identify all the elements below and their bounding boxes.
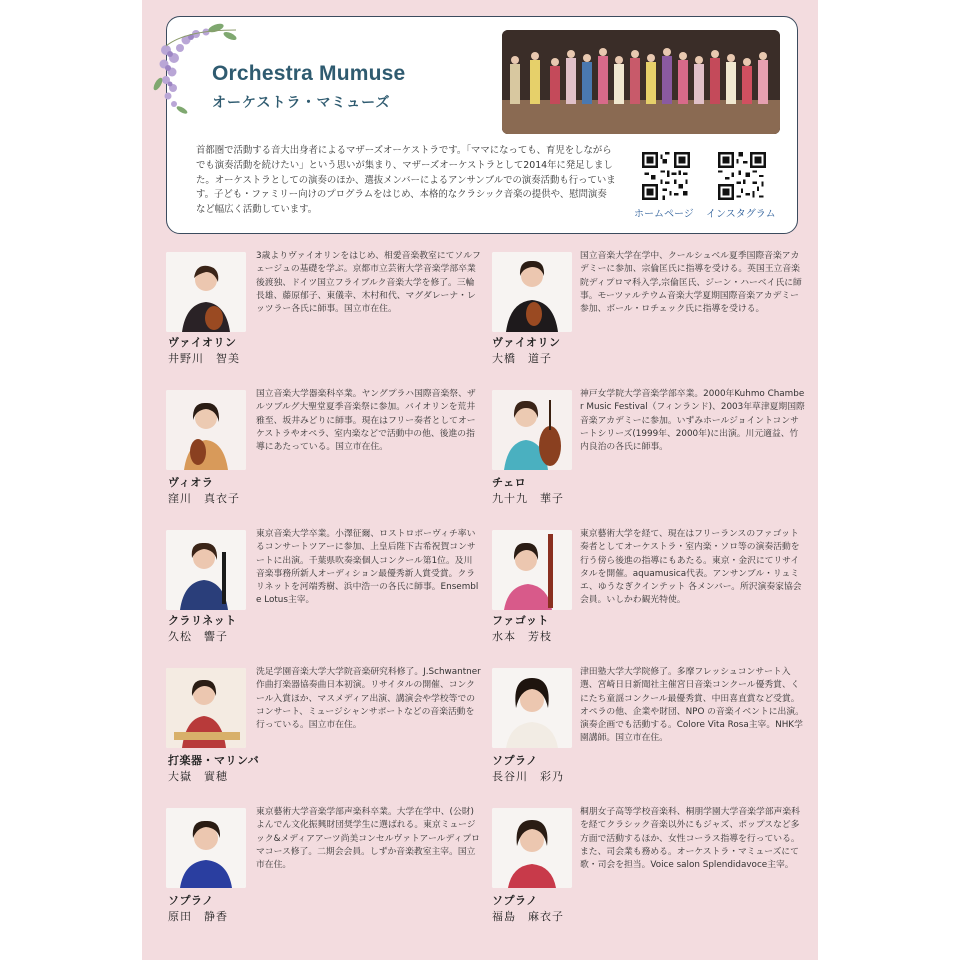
instagram-qr-code[interactable] bbox=[718, 152, 766, 200]
member-photo-violin-ohashi bbox=[492, 252, 572, 332]
member-role: ソプラノ bbox=[168, 894, 214, 907]
member-photo-cello-tsukumo bbox=[492, 390, 572, 470]
member-name: 水本 芳枝 bbox=[492, 630, 552, 643]
member-name: 久松 響子 bbox=[168, 630, 228, 643]
member-bio: 国立音楽大学器楽科卒業。ヤングプラハ国際音楽祭、ザルツブルグ大聖堂夏季音楽祭に参加。バイオリンを荒井雅至、坂井みどりに師事。現在はフリー奏者としてオーケストラやオペラ、室内楽などで活動中の他、後進の指導にあたっている。国立市在住。 bbox=[256, 389, 476, 453]
member-bio: 国立音楽大学在学中、クールシュベル夏季国際音楽アカデミーに参加、宗倫匡氏に指導を受ける。英国王立音楽院ディプロマ科入学,宗倫匡氏、ジーン・ハーベイ氏に師事。モーツァルテウム音楽大学夏期国際音楽アカデミー参加、ボール・ロチェック氏に指導を受ける。 bbox=[580, 251, 802, 315]
member-role: ヴィオラ bbox=[168, 476, 214, 489]
member-name: 原田 静香 bbox=[168, 910, 228, 923]
member-name: 井野川 智美 bbox=[168, 352, 240, 365]
member-name: 長谷川 彩乃 bbox=[492, 770, 564, 783]
member-bio: 津田塾大学大学院修了。多摩フレッシュコンサート入選、宮崎日日新聞社主催宮日音楽コンクール優秀賞、くにたち童謡コンクール最優秀賞、中田喜直賞など受賞。オペラの他、企業や財団、NPO の音楽イベントに出演。演奏企画でも活動する。Colore Vita Rosa主宰。NHK学園講師。国立市在住。 bbox=[580, 667, 804, 744]
member-name: 福島 麻衣子 bbox=[492, 910, 564, 923]
member-role: ソプラノ bbox=[492, 754, 538, 767]
member-photo-violin-inokawa bbox=[166, 252, 246, 332]
member-bio: 東京藝術大学を経て、現在はフリーランスのファゴット奏者としてオーケストラ・室内楽・ソロ等の演奏活動を行う傍ら後進の指導にもあたる。東京・金沢にてリサイタルを開催。aquamusica代表。アンサンブル・リュミエ、ゆうなぎクインテット 各メンバー。所沢演奏家協会会員。いしかわ観光特使。 bbox=[580, 529, 802, 606]
member-photo-percussion-otake bbox=[166, 668, 246, 748]
homepage-qr-code[interactable] bbox=[642, 152, 690, 200]
member-photo-bassoon-mizumoto bbox=[492, 530, 572, 610]
member-bio: 桐朋女子高等学校音楽科、桐朋学園大学音楽学部声楽科を経てクラシック音楽以外にもジャズ、ポップスなど多方面で活動するほか、女性コーラス指導を行っている。また、司会業も務める。オーケストラ・マミューズにて歌・司会を担当。Voice salon Splendidavoce主宰。 bbox=[580, 807, 800, 871]
member-role: クラリネット bbox=[168, 614, 237, 627]
member-role: チェロ bbox=[492, 476, 527, 489]
member-photo-soprano-fukushima bbox=[492, 808, 572, 888]
member-photo-soprano-hasegawa bbox=[492, 668, 572, 748]
instagram-link-label[interactable]: インスタグラム bbox=[706, 209, 776, 220]
member-name: 大嶽 實穂 bbox=[168, 770, 228, 783]
member-bio: 東京音楽大学卒業。小澤征爾、ロストロポーヴィチ率いるコンサートツアーに参加、上皇后陛下古希祝賀コンサートに出演。千葉県吹奏楽個人コンクール第1位。及川音楽事務所新人オーディション最優秀新人賞受賞。クラリネットを河端秀樹、浜中浩一の各氏に師事。Ensemble Lotus主宰。 bbox=[256, 529, 479, 606]
member-role: ヴァイオリン bbox=[168, 336, 237, 349]
member-bio: 東京藝術大学音楽学部声楽科卒業。大学在学中、(公財)よんでん文化振興財団奨学生に選ばれる。東京ミュージック&メディアアーツ尚美コンセルヴァトアールディプロマコース修了。二期会会員。しずか音楽教室主宰。国立市在住。 bbox=[256, 807, 480, 871]
member-photo-soprano-harada bbox=[166, 808, 246, 888]
member-role: 打楽器・マリンバ bbox=[168, 754, 260, 767]
orchestra-title-japanese: オーケストラ・マミューズ bbox=[212, 95, 391, 111]
member-name: 大橋 道子 bbox=[492, 352, 552, 365]
homepage-link-label[interactable]: ホームページ bbox=[634, 209, 694, 220]
member-role: ヴァイオリン bbox=[492, 336, 561, 349]
member-bio: 洗足学園音楽大学大学院音楽研究科修了。J.Schwantner作曲打楽器協奏曲日本初演。リサイタルの開催、コンクール入賞ほか、マスメディア出演、講演会や学校等でのコンサート、ミュージシャンサポートなどの音楽活動を行っている。国立市在住。 bbox=[256, 667, 481, 731]
member-photo-viola-kubokawa bbox=[166, 390, 246, 470]
member-role: ソプラノ bbox=[492, 894, 538, 907]
member-role: ファゴット bbox=[492, 614, 550, 627]
orchestra-title-english: Orchestra Mumuse bbox=[212, 62, 406, 85]
orchestra-group-photo bbox=[502, 30, 780, 134]
orchestra-introduction: 首都圏で活動する音大出身者によるマザーズオーケストラです。「ママになっても、育児をしながらでも演奏活動を続けたい」という思いが集まり、マザーズオーケストラとして2014年に発足しました。オーケストラとしての演奏のほか、選抜メンバーによるアンサンブルでの演奏活動も行っています。子ども・ファミリー向けのプログラムをはじめ、本格的なクラシック音楽の提供や、慰問演奏など幅広く活動しています。 bbox=[196, 145, 616, 216]
member-name: 九十九 華子 bbox=[492, 492, 564, 505]
member-bio: 3歳よりヴァイオリンをはじめ、相愛音楽教室にてソルフェージュの基礎を学ぶ。京都市立芸術大学音楽学部卒業後渡独、ドイツ国立フライブルク音楽大学を修了。三輪長雄、藤原郁子、東儀幸、木村和代、マグダレーナ・レッツラー各氏に師事。国立市在住。 bbox=[256, 251, 481, 315]
member-photo-clarinet-hisamatsu bbox=[166, 530, 246, 610]
member-bio: 神戸女学院大学音楽学部卒業。2000年Kuhmo Chamber Music Festival（フィンランド)、2003年草津夏期国際音楽アカデミーに参加。いずみホールジョイントコンサートシリーズ(1999年、2000年)に出演。川元適益、竹内良治の各氏に師事。 bbox=[580, 389, 805, 453]
member-name: 窪川 真衣子 bbox=[168, 492, 240, 505]
